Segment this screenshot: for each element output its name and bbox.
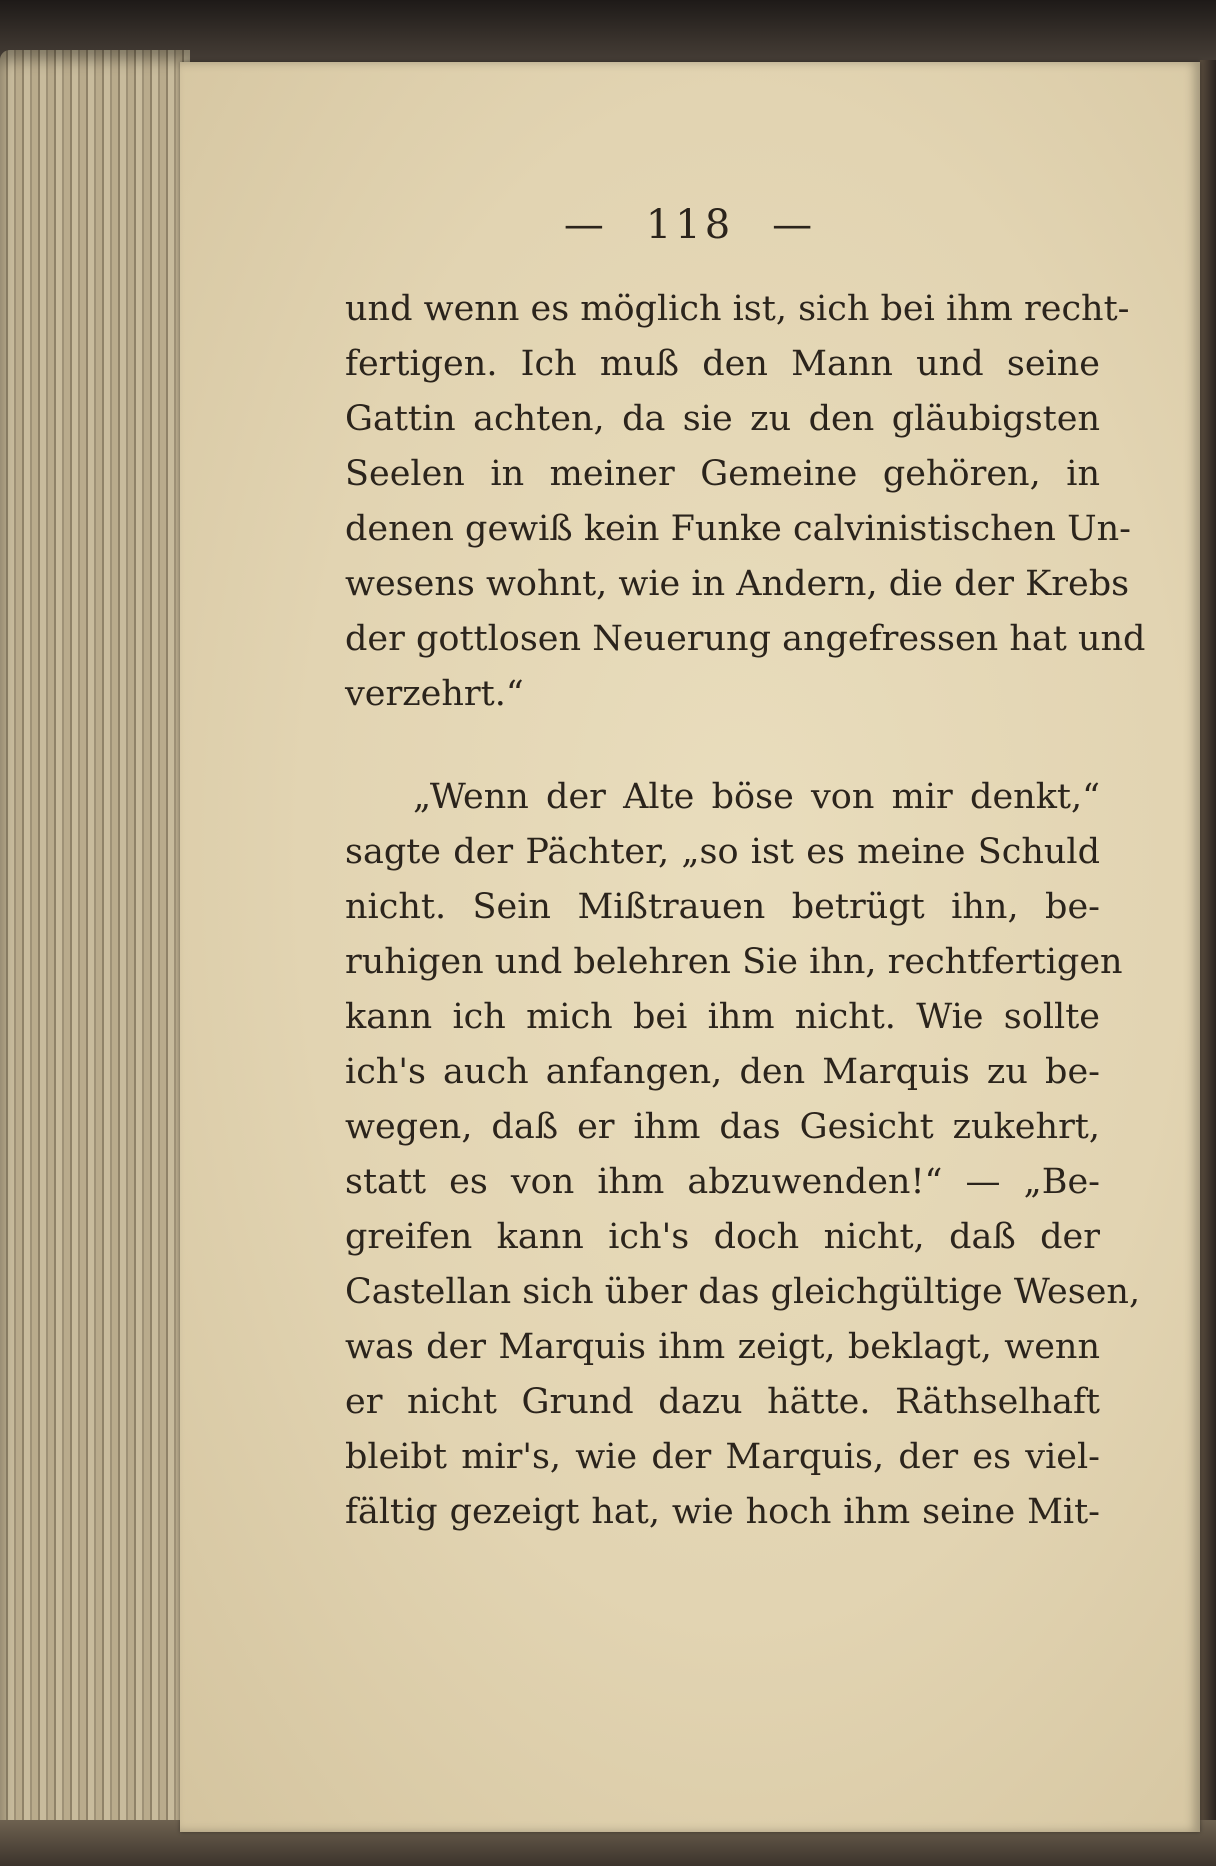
text-line: greifen kann ich's doch nicht, daß der: [345, 1217, 1100, 1257]
body-text: [345, 282, 1146, 1540]
paragraph-2: [345, 770, 1141, 1540]
text-line: bleibt mir's, wie der Marquis, der es viel-: [345, 1437, 1100, 1477]
text-line: was der Marquis ihm zeigt, beklagt, wenn: [345, 1327, 1100, 1367]
text-line: und wenn es möglich ist, sich bei ihm recht-: [345, 289, 1130, 329]
paragraph-gap: [345, 722, 1100, 770]
text-line: fertigen. Ich muß den Mann und seine: [345, 344, 1100, 384]
text-line: kann ich mich bei ihm nicht. Wie sollte: [345, 997, 1100, 1037]
text-line: wesens wohnt, wie in Andern, die der Krebs: [345, 564, 1130, 604]
text-line: denen gewiß kein Funke calvinistischen Un-: [345, 509, 1131, 549]
text-line: statt es von ihm abzuwenden!“ — „Be-: [345, 1162, 1100, 1202]
page-header: [180, 202, 1200, 248]
text-line: wegen, daß er ihm das Gesicht zukehrt,: [345, 1107, 1100, 1147]
text-line: Gattin achten, da sie zu den gläubigsten: [345, 399, 1100, 439]
text-line: fältig gezeigt hat, wie hoch ihm seine Mit-: [345, 1492, 1100, 1532]
header-dash-right: —: [772, 202, 817, 248]
text-line: ich's auch anfangen, den Marquis zu be-: [345, 1052, 1100, 1092]
text-line: er nicht Grund dazu hätte. Räthselhaft: [345, 1382, 1100, 1422]
text-line: „Wenn der Alte böse von mir denkt,“: [413, 777, 1100, 817]
text-line: Castellan sich über das gleichgültige Wesen,: [345, 1272, 1141, 1312]
text-line: Seelen in meiner Gemeine gehören, in: [345, 454, 1100, 494]
book-page: [180, 62, 1200, 1832]
header-dash-left: —: [563, 202, 608, 248]
page-number: 118: [645, 202, 735, 248]
text-line: ruhigen und belehren Sie ihn, rechtfertigen: [345, 942, 1123, 982]
text-line: der gottlosen Neuerung angefressen hat und: [345, 619, 1146, 659]
book-right-edge: [1200, 60, 1216, 1820]
paragraph-1: [345, 282, 1146, 722]
text-line: nicht. Sein Mißtrauen betrügt ihn, be-: [345, 887, 1100, 927]
page-stack-edges: [0, 50, 190, 1830]
text-line: sagte der Pächter, „so ist es meine Schuld: [345, 832, 1100, 872]
text-line: verzehrt.“: [345, 674, 524, 714]
